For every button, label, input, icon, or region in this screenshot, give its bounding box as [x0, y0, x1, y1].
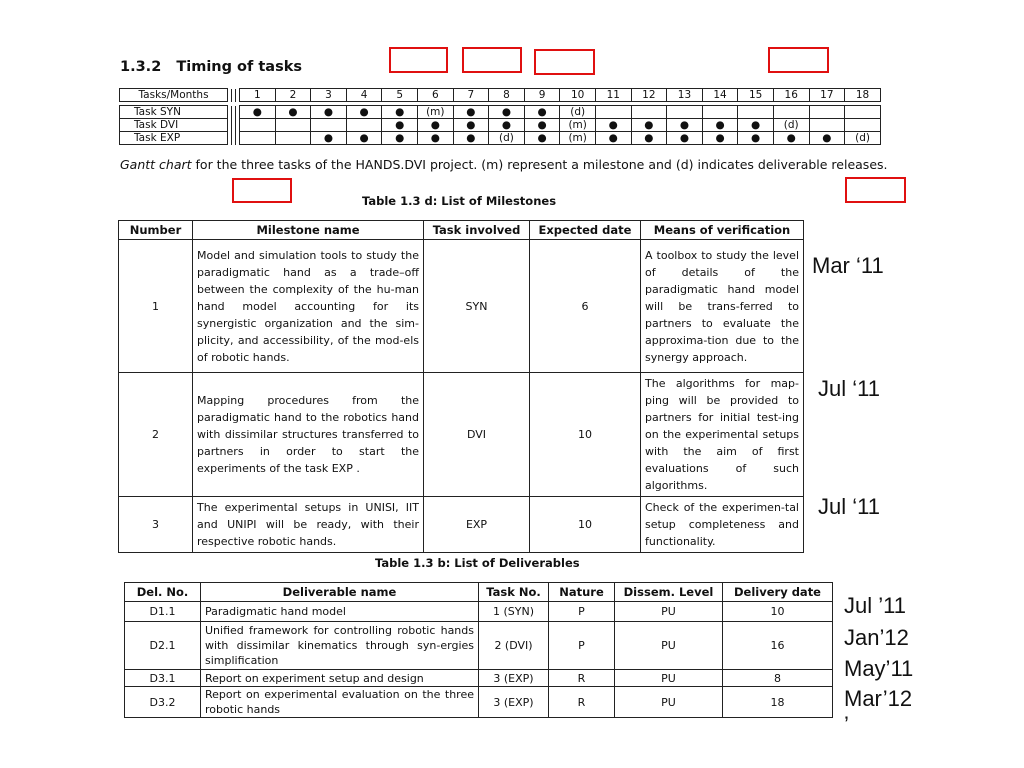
milestones-table	[118, 220, 804, 553]
deliverable-row	[125, 602, 833, 622]
gantt-cell	[346, 119, 382, 132]
deliverable-date-annotation: Mar’12	[844, 686, 913, 711]
gantt-cell: (d)	[489, 132, 525, 145]
milestone-date: 10	[530, 373, 641, 497]
gantt-task-row	[120, 106, 881, 119]
milestone-verification: Check of the experimen-tal setup completeness and functionality.	[641, 497, 804, 553]
milestone-number: 2	[119, 373, 193, 497]
gantt-cell: ●	[382, 106, 418, 119]
deliverable-no: D3.2	[125, 687, 201, 718]
gantt-month-header: 18	[845, 89, 881, 102]
header-deliverable-name: Deliverable name	[201, 583, 479, 602]
gantt-cell: ●	[524, 132, 560, 145]
gantt-cell: ●	[773, 132, 809, 145]
gantt-cell: (d)	[845, 132, 881, 145]
caption-text: for the three tasks of the HANDS.DVI project. (m) represent a milestone and (d) indicates deliverable releases.	[191, 157, 888, 172]
gantt-month-header: 1	[240, 89, 276, 102]
deliverable-date-annotation: May’11	[844, 656, 914, 681]
annotation-box	[232, 178, 292, 203]
header-means-of-verification: Means of verification	[641, 221, 804, 240]
deliverable-task: 2 (DVI)	[479, 622, 549, 670]
gantt-cell: ●	[453, 119, 489, 132]
milestone-date: 10	[530, 497, 641, 553]
gantt-cell: ●	[275, 106, 311, 119]
gantt-cell: ●	[418, 119, 454, 132]
gantt-table	[119, 88, 881, 145]
deliverable-row	[125, 622, 833, 670]
gantt-task-label: Task SYN	[120, 106, 228, 119]
deliverable-nature: P	[549, 622, 615, 670]
gantt-task-label: Task EXP	[120, 132, 228, 145]
gantt-cell	[845, 119, 881, 132]
gantt-month-header: 2	[275, 89, 311, 102]
gantt-cell: ●	[667, 119, 703, 132]
gantt-cell: ●	[595, 132, 631, 145]
deliverable-name: Report on experimental evaluation on the three robotic hands	[201, 687, 479, 718]
gantt-cell: ●	[382, 132, 418, 145]
gantt-cell: ●	[524, 106, 560, 119]
gantt-cell	[702, 106, 738, 119]
trailing-mark: ’	[844, 712, 849, 737]
deliverable-level: PU	[615, 670, 723, 687]
milestone-row	[119, 497, 804, 553]
gantt-cell: ●	[631, 119, 667, 132]
gantt-cell: (m)	[418, 106, 454, 119]
gantt-cell: ●	[595, 119, 631, 132]
header-expected-date: Expected date	[530, 221, 641, 240]
gantt-cell: (m)	[560, 132, 596, 145]
deliverable-no: D3.1	[125, 670, 201, 687]
milestone-name: Model and simulation tools to study the paradigmatic hand as a trade–off between the complexity of the hu-man hand model accounting for its synergistic organization and the sim-plicity, and accessibility, of the mod-els of robotic hands.	[193, 240, 424, 373]
milestone-verification: The algorithms for map-ping will be provided to partners for initial test-ing on the experimental setups with the aim of first evaluations of such algorithms.	[641, 373, 804, 497]
gantt-month-header: 4	[346, 89, 382, 102]
deliverable-task: 1 (SYN)	[479, 602, 549, 622]
gantt-cell	[631, 106, 667, 119]
header-number: Number	[119, 221, 193, 240]
header-task-involved: Task involved	[424, 221, 530, 240]
gantt-cell: ●	[489, 119, 525, 132]
deliverable-date-annotation: Jul ’11	[844, 593, 906, 618]
gantt-month-header: 6	[418, 89, 454, 102]
gantt-cell: ●	[809, 132, 845, 145]
milestone-date: 6	[530, 240, 641, 373]
milestone-task: SYN	[424, 240, 530, 373]
gantt-cell: ●	[702, 119, 738, 132]
gantt-task-label: Task DVI	[120, 119, 228, 132]
gantt-cell	[809, 106, 845, 119]
header-dissem-level: Dissem. Level	[615, 583, 723, 602]
annotation-box	[768, 47, 829, 73]
milestone-number: 3	[119, 497, 193, 553]
deliverable-date: 18	[723, 687, 833, 718]
milestone-number: 1	[119, 240, 193, 373]
gantt-cell: (m)	[560, 119, 596, 132]
gantt-cell: ●	[667, 132, 703, 145]
header-del-no: Del. No.	[125, 583, 201, 602]
deliverable-task: 3 (EXP)	[479, 687, 549, 718]
gantt-cell	[240, 132, 276, 145]
milestone-date-annotation: Jul ‘11	[818, 494, 880, 519]
gantt-cell	[595, 106, 631, 119]
milestone-verification: A toolbox to study the level of details of the paradigmatic hand model will be trans-ferred to partners to evaluate the approxima-tion due to the synergy approach.	[641, 240, 804, 373]
caption-italic: Gantt chart	[120, 157, 192, 172]
gantt-cell	[773, 106, 809, 119]
gantt-month-header: 11	[595, 89, 631, 102]
deliverable-row	[125, 687, 833, 718]
gantt-cell: ●	[453, 132, 489, 145]
gantt-cell	[667, 106, 703, 119]
gantt-month-header: 14	[702, 89, 738, 102]
gantt-month-header: 5	[382, 89, 418, 102]
gantt-cell: ●	[738, 132, 774, 145]
annotation-box	[534, 49, 595, 75]
gantt-cell	[240, 119, 276, 132]
milestone-task: DVI	[424, 373, 530, 497]
section-number: 1.3.2	[120, 59, 162, 75]
gantt-month-header: 10	[560, 89, 596, 102]
gantt-cell: ●	[738, 119, 774, 132]
gantt-cell: ●	[346, 132, 382, 145]
section-title: Timing of tasks	[176, 59, 302, 75]
annotation-box	[845, 177, 906, 203]
header-delivery-date: Delivery date	[723, 583, 833, 602]
deliverable-name: Report on experiment setup and design	[201, 670, 479, 687]
gantt-cell: (d)	[560, 106, 596, 119]
deliverable-level: PU	[615, 602, 723, 622]
gantt-cell: ●	[489, 106, 525, 119]
gantt-cell: (d)	[773, 119, 809, 132]
gantt-month-header: 7	[453, 89, 489, 102]
milestone-row	[119, 240, 804, 373]
gantt-cell	[311, 119, 347, 132]
deliverable-date: 10	[723, 602, 833, 622]
gantt-month-header: 16	[773, 89, 809, 102]
deliverable-level: PU	[615, 622, 723, 670]
gantt-cell	[738, 106, 774, 119]
gantt-month-header: 15	[738, 89, 774, 102]
deliverable-no: D2.1	[125, 622, 201, 670]
gantt-cell: ●	[382, 119, 418, 132]
gantt-cell: ●	[346, 106, 382, 119]
gantt-caption	[120, 157, 888, 172]
gantt-cell: ●	[311, 132, 347, 145]
gantt-month-header: 12	[631, 89, 667, 102]
gantt-task-row	[120, 132, 881, 145]
annotation-box	[462, 47, 522, 73]
deliverables-title: Table 1.3 b: List of Deliverables	[375, 556, 580, 570]
gantt-cell: ●	[311, 106, 347, 119]
gantt-cell: ●	[453, 106, 489, 119]
gantt-header-label: Tasks/Months	[120, 89, 228, 102]
gantt-header-row	[120, 89, 881, 102]
deliverable-date: 16	[723, 622, 833, 670]
gantt-cell	[809, 119, 845, 132]
header-nature: Nature	[549, 583, 615, 602]
deliverable-no: D1.1	[125, 602, 201, 622]
deliverables-header-row	[125, 583, 833, 602]
gantt-cell: ●	[631, 132, 667, 145]
annotation-box	[389, 47, 448, 73]
gantt-cell	[275, 132, 311, 145]
milestone-name: The experimental setups in UNISI, IIT and UNIPI will be ready, with their respective robotic hands.	[193, 497, 424, 553]
deliverable-name: Unified framework for controlling robotic hands with dissimilar kinematics through syn-ergies simplification	[201, 622, 479, 670]
deliverable-task: 3 (EXP)	[479, 670, 549, 687]
deliverables-table	[124, 582, 833, 718]
header-milestone-name: Milestone name	[193, 221, 424, 240]
deliverable-date: 8	[723, 670, 833, 687]
milestone-name: Mapping procedures from the paradigmatic hand to the robotics hand with dissimilar structures transferred to partners in order to start the experiments of the task EXP .	[193, 373, 424, 497]
deliverable-nature: R	[549, 687, 615, 718]
gantt-cell: ●	[418, 132, 454, 145]
gantt-month-header: 13	[667, 89, 703, 102]
milestone-row	[119, 373, 804, 497]
deliverable-date-annotation: Jan’12	[844, 625, 909, 650]
milestone-task: EXP	[424, 497, 530, 553]
milestone-date-annotation: Mar ‘11	[812, 253, 884, 278]
gantt-month-header: 8	[489, 89, 525, 102]
gantt-cell: ●	[702, 132, 738, 145]
milestone-date-annotation: Jul ‘11	[818, 376, 880, 401]
milestones-title: Table 1.3 d: List of Milestones	[362, 194, 557, 208]
gantt-month-header: 3	[311, 89, 347, 102]
gantt-cell	[845, 106, 881, 119]
deliverable-level: PU	[615, 687, 723, 718]
deliverable-nature: R	[549, 670, 615, 687]
header-task-no: Task No.	[479, 583, 549, 602]
deliverable-nature: P	[549, 602, 615, 622]
gantt-cell: ●	[524, 119, 560, 132]
gantt-month-header: 9	[524, 89, 560, 102]
gantt-month-header: 17	[809, 89, 845, 102]
deliverable-row	[125, 670, 833, 687]
section-heading	[120, 59, 302, 75]
gantt-cell	[275, 119, 311, 132]
milestones-header-row	[119, 221, 804, 240]
gantt-task-row	[120, 119, 881, 132]
deliverable-name: Paradigmatic hand model	[201, 602, 479, 622]
gantt-cell: ●	[240, 106, 276, 119]
